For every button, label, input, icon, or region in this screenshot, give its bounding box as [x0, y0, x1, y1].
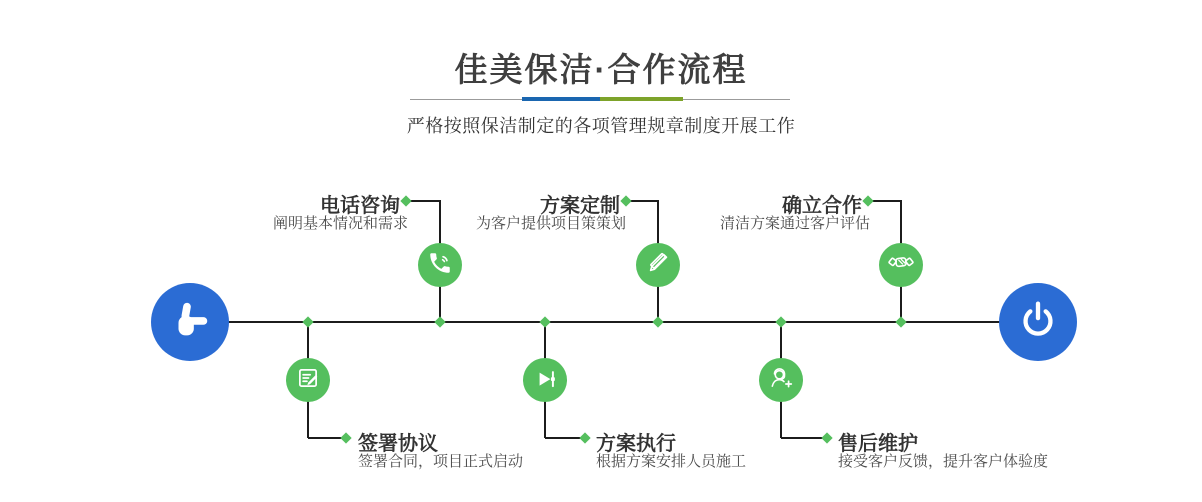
step-title-design: 方案定制: [540, 195, 620, 217]
step-desc-cooperate: 清洁方案通过客户评估: [719, 215, 870, 232]
step-title-aftersales: 售后维护: [838, 433, 918, 455]
step-node-aftersales: [759, 358, 803, 402]
step-title-execute: 方案执行: [596, 433, 676, 455]
timeline-node-diamond: [302, 316, 313, 327]
step-node-execute: [523, 358, 567, 402]
label-diamond: [579, 432, 590, 443]
timeline-node-diamond: [775, 316, 786, 327]
label-diamond: [862, 195, 873, 206]
step-desc-phone: 阐明基本情况和需求: [272, 215, 408, 232]
step-desc-execute: 根据方案安排人员施工: [596, 453, 747, 470]
label-diamond: [340, 432, 351, 443]
page-subtitle: 严格按照保洁制定的各项管理规章制度开展工作: [406, 116, 796, 136]
pencil-ruler-icon: [645, 250, 671, 281]
power-icon: [1015, 297, 1061, 348]
step-node-phone: [418, 243, 462, 287]
timeline-node-diamond: [539, 316, 550, 327]
label-diamond: [620, 195, 631, 206]
title-divider-green-segment: [600, 97, 683, 101]
phone-icon: [427, 250, 453, 281]
play-slider-icon: [532, 365, 558, 396]
page-title: 佳美保洁·合作流程: [454, 51, 748, 88]
timeline-node-diamond: [652, 316, 663, 327]
step-title-contract: 签署协议: [358, 433, 438, 455]
timeline-end-node: [999, 283, 1077, 361]
step-desc-contract: 签署合同，项目正式启动: [358, 453, 524, 470]
timeline-node-diamond: [434, 316, 445, 327]
connector-elbow: [308, 437, 344, 439]
contract-pen-icon: [295, 365, 321, 396]
step-desc-aftersales: 接受客户反馈，提升客户体验度: [838, 453, 1049, 470]
timeline-start-node: [151, 283, 229, 361]
step-node-handshake: [879, 243, 923, 287]
step-node-design: [636, 243, 680, 287]
step-node-contract: [286, 358, 330, 402]
connector-elbow: [781, 437, 825, 439]
timeline-node-diamond: [895, 316, 906, 327]
step-title-phone: 电话咨询: [320, 195, 400, 217]
headset-plus-icon: [768, 365, 794, 396]
connector-elbow: [872, 200, 901, 202]
step-title-cooperate: 确立合作: [782, 195, 862, 217]
label-diamond: [821, 432, 832, 443]
connector-elbow: [545, 437, 583, 439]
pointing-hand-icon: [167, 297, 213, 348]
title-divider-blue-segment: [522, 97, 600, 101]
handshake-icon: [888, 250, 914, 281]
connector-elbow: [630, 200, 658, 202]
label-diamond: [400, 195, 411, 206]
step-desc-design: 为客户提供项目策策划: [475, 215, 626, 232]
connector-elbow: [410, 200, 440, 202]
timeline-main-line: [190, 321, 1038, 323]
